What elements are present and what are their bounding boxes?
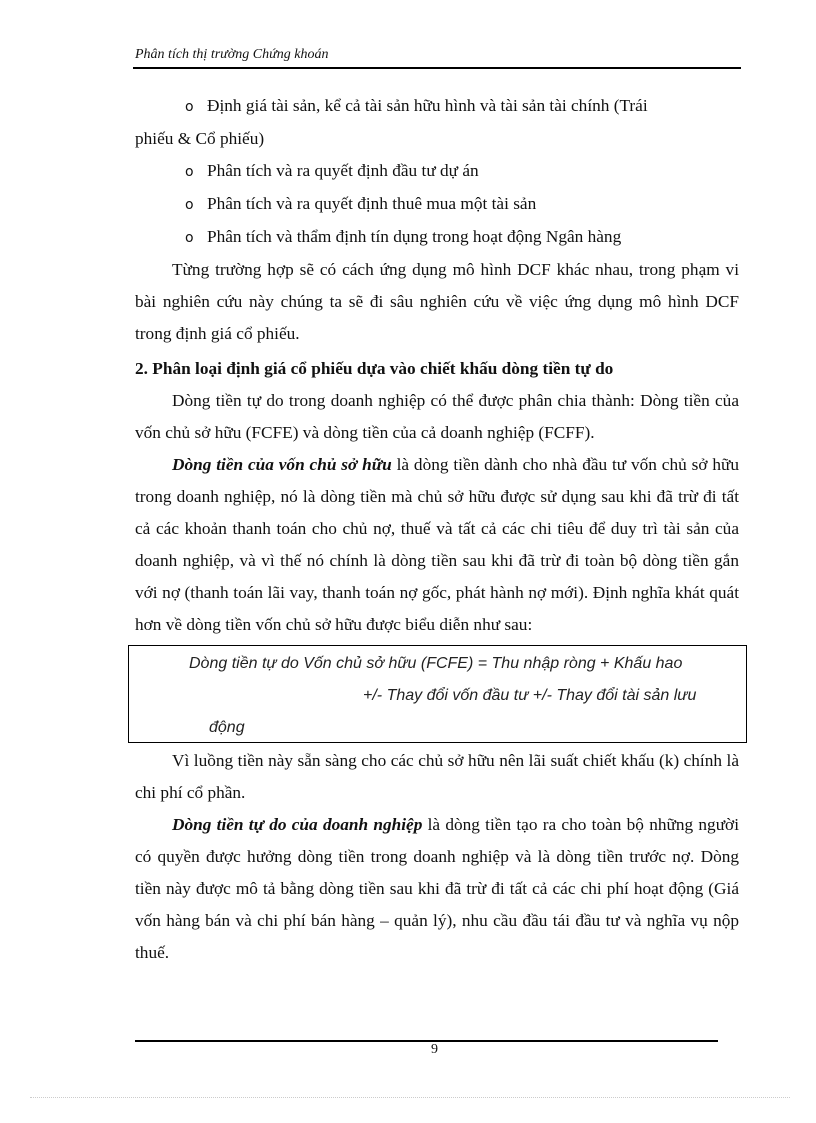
page-body xyxy=(135,90,739,969)
formula-line: +/- Thay đổi vốn đầu tư +/- Thay đổi tài sản lưu xyxy=(363,687,697,704)
bullet-item xyxy=(135,90,739,123)
paragraph: Vì luồng tiền này sẵn sàng cho các chủ sở hữu nên lãi suất chiết khấu (k) chính là chi phí cổ phần. xyxy=(135,751,739,802)
paragraph xyxy=(135,809,739,969)
bullet-marker: o xyxy=(185,230,194,246)
section-heading: 2. Phân loại định giá cổ phiếu dựa vào chiết khấu dòng tiền tự do xyxy=(135,359,614,378)
paragraph-text: là dòng tiền dành cho nhà đầu tư vốn chủ sở hữu trong doanh nghiệp, nó là dòng tiền mà chủ sở hữu được sử dụng sau khi đã trừ đi tất cả các khoản thanh toán cho chủ nợ, thuế và tất cả các chi tiêu để duy trì tài sản của doanh nghiệp, và vì thế nó chính là dòng tiền sau khi đã trừ đi toàn bộ dòng tiền gắn với nợ (thanh toán lãi vay, thanh toán nợ gốc, phát hành nợ mới). Định nghĩa khát quát hơn về dòng tiền vốn chủ sở hữu được biểu diễn như sau: xyxy=(135,455,739,634)
bullet-marker: o xyxy=(185,164,194,180)
bullet-item xyxy=(135,188,739,221)
bullet-marker: o xyxy=(185,197,194,213)
bullet-text: Phân tích và thẩm định tín dụng trong hoạt động Ngân hàng xyxy=(207,227,622,246)
formula-box xyxy=(128,645,747,743)
bullet-text: Định giá tài sản, kể cả tài sản hữu hình và tài sản tài chính (Trái xyxy=(207,96,648,115)
formula-line: động xyxy=(209,719,245,736)
bullet-item xyxy=(135,221,739,254)
running-header: Phân tích thị trường Chứng khoán xyxy=(135,47,329,62)
paragraph: Dòng tiền tự do trong doanh nghiệp có thể được phân chia thành: Dòng tiền của vốn chủ sở hữu (FCFE) và dòng tiền của cả doanh nghiệp (FCFF). xyxy=(135,391,739,442)
header-rule xyxy=(133,67,741,69)
bullet-text: Phân tích và ra quyết định thuê mua một tài sản xyxy=(207,194,537,213)
term-bold: Dòng tiền của vốn chủ sở hữu xyxy=(172,455,392,474)
paragraph-text: là dòng tiền tạo ra cho toàn bộ những người có quyền được hưởng dòng tiền trong doanh nghiệp và là dòng tiền trước nợ. Dòng tiền này được mô tả bằng dòng tiền sau khi đã trừ đi tất cả các chi phí hoạt động (Giá vốn hàng bán và chi phí bán hàng – quản lý), nhu cầu đầu tái đầu tư và nghĩa vụ nộp thuế. xyxy=(135,815,739,962)
term-bold: Dòng tiền tự do của doanh nghiệp xyxy=(172,815,423,834)
bullet-continuation: phiếu & Cổ phiếu) xyxy=(135,129,265,148)
bullet-marker: o xyxy=(185,99,194,115)
page-edge-dotted-line xyxy=(30,1097,790,1098)
footer-rule xyxy=(135,1040,718,1042)
bullet-item xyxy=(135,155,739,188)
bullet-text: Phân tích và ra quyết định đầu tư dự án xyxy=(207,161,479,180)
page-number: 9 xyxy=(431,1042,438,1057)
paragraph xyxy=(135,449,739,641)
formula-line: Dòng tiền tự do Vốn chủ sở hữu (FCFE) = Thu nhập ròng + Khấu hao xyxy=(189,655,683,672)
paragraph: Từng trường hợp sẽ có cách ứng dụng mô hình DCF khác nhau, trong phạm vi bài nghiên cứu này chúng ta sẽ đi sâu nghiên cứu về việc ứng dụng mô hình DCF trong định giá cổ phiếu. xyxy=(135,260,739,343)
